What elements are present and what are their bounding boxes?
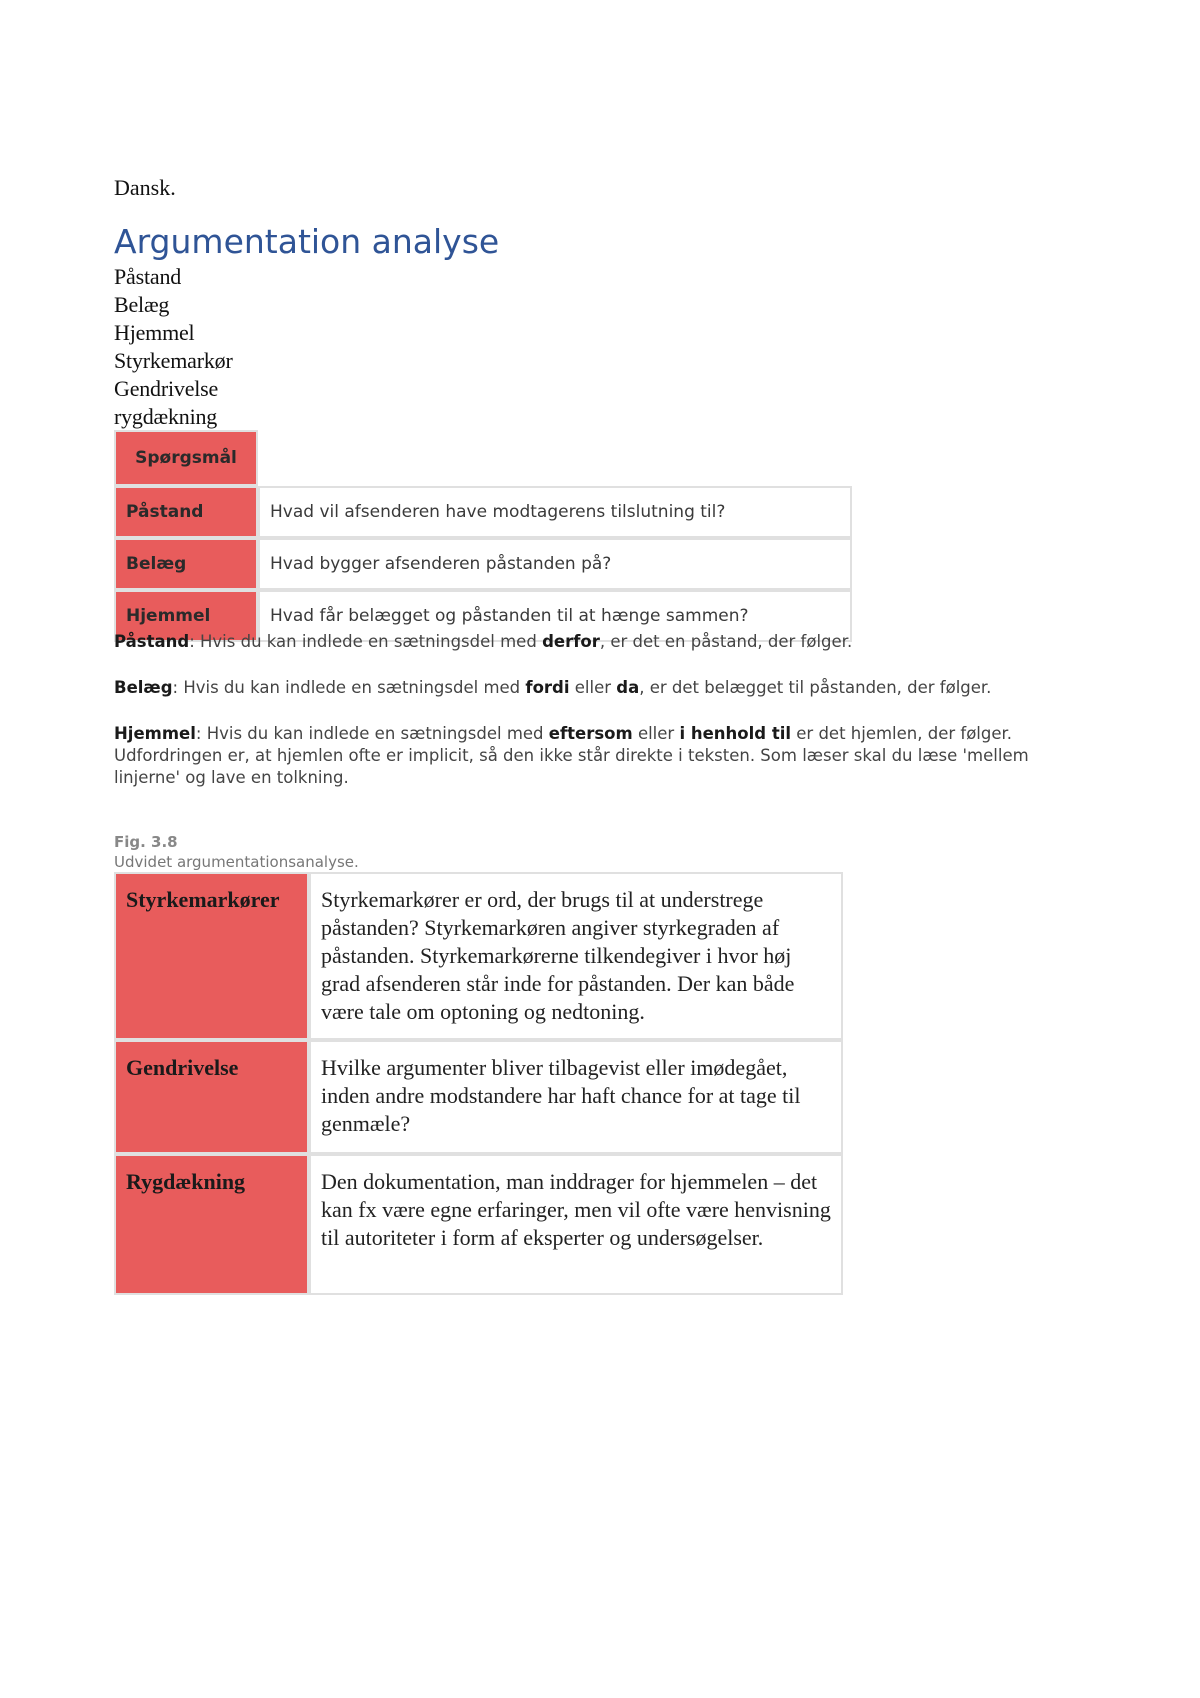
row-term-cell: Påstand bbox=[114, 486, 258, 538]
rule-keyword: da bbox=[616, 678, 640, 697]
question-header-empty-cell bbox=[258, 430, 852, 486]
extended-table bbox=[114, 872, 843, 1295]
table-row bbox=[114, 1154, 843, 1295]
rule-keyword: i henhold til bbox=[679, 724, 792, 743]
term-item-styrkemarkor: Styrkemarkør bbox=[114, 348, 233, 373]
rule-term: Påstand bbox=[114, 632, 190, 651]
figure-caption-text: Udvidet argumentationsanalyse. bbox=[114, 853, 359, 871]
row-term-cell: Gendrivelse bbox=[114, 1040, 309, 1154]
rules-section bbox=[114, 631, 1074, 813]
rule-belaeg bbox=[114, 677, 1074, 699]
rule-text: , er det en påstand, der følger. bbox=[599, 632, 853, 651]
rule-keyword: eftersom bbox=[548, 724, 633, 743]
row-question-cell: Hvad vil afsenderen have modtagerens tilslutning til? bbox=[258, 486, 852, 538]
table-row bbox=[114, 486, 852, 538]
rule-text: : Hvis du kan indlede en sætningsdel med bbox=[172, 678, 526, 697]
term-item-gendrivelse: Gendrivelse bbox=[114, 376, 219, 401]
row-term-cell: Belæg bbox=[114, 538, 258, 590]
figure-caption bbox=[114, 832, 359, 872]
question-table-header-row bbox=[114, 430, 852, 486]
rule-term: Hjemmel bbox=[114, 724, 196, 743]
row-description-cell: Styrkemarkører er ord, der brugs til at understrege påstanden? Styrkemarkøren angiver styrkegraden af påstanden. Styrkemarkørerne tilkendegiver i hvor høj grad afsenderen står inde for påstanden. Der kan både være tale om optoning og nedtoning. bbox=[309, 872, 843, 1040]
rule-keyword: derfor bbox=[542, 632, 600, 651]
rule-text: : Hvis du kan indlede en sætningsdel med bbox=[189, 632, 543, 651]
row-description-cell: Den dokumentation, man inddrager for hjemmelen – det kan fx være egne erfaringer, men vil ofte være henvisning til autoriteter i form af eksperter og undersøgelser. bbox=[309, 1154, 843, 1295]
rule-text: eller bbox=[632, 724, 680, 743]
term-item-belaeg: Belæg bbox=[114, 292, 170, 317]
rule-text: er det hjemlen, der følger. Udfordringen er, at hjemlen ofte er implicit, så den ikke står direkte i teksten. Som læser skal du læse 'mellem linjerne' og lave en tolkning. bbox=[114, 724, 1029, 787]
rule-text: : Hvis du kan indlede en sætningsdel med bbox=[195, 724, 549, 743]
subject-label: Dansk. bbox=[114, 175, 176, 200]
rule-hjemmel bbox=[114, 723, 1074, 789]
rule-pastand bbox=[114, 631, 1074, 653]
row-question-cell: Hvad bygger afsenderen påstanden på? bbox=[258, 538, 852, 590]
page-heading: Argumentation analyse bbox=[114, 222, 500, 261]
row-term-cell: Styrkemarkører bbox=[114, 872, 309, 1040]
rule-text: , er det belægget til påstanden, der følger. bbox=[639, 678, 992, 697]
table-row bbox=[114, 872, 843, 1040]
term-list bbox=[114, 263, 233, 431]
question-table bbox=[114, 430, 852, 642]
rule-text: eller bbox=[569, 678, 617, 697]
table-row bbox=[114, 538, 852, 590]
rule-keyword: fordi bbox=[525, 678, 570, 697]
row-description-cell: Hvilke argumenter bliver tilbagevist eller imødegået, inden andre modstandere har haft chance for at tage til genmæle? bbox=[309, 1040, 843, 1154]
rule-term: Belæg bbox=[114, 678, 173, 697]
term-item-pastand: Påstand bbox=[114, 264, 182, 289]
question-header-cell: Spørgsmål bbox=[114, 430, 258, 486]
row-term-cell: Hjemmel bbox=[114, 590, 258, 642]
term-item-hjemmel: Hjemmel bbox=[114, 320, 195, 345]
figure-label: Fig. 3.8 bbox=[114, 833, 178, 851]
row-question-cell: Hvad får belægget og påstanden til at hænge sammen? bbox=[258, 590, 852, 642]
term-item-rygdaekning: rygdækning bbox=[114, 404, 218, 429]
table-row bbox=[114, 1040, 843, 1154]
row-term-cell: Rygdækning bbox=[114, 1154, 309, 1295]
